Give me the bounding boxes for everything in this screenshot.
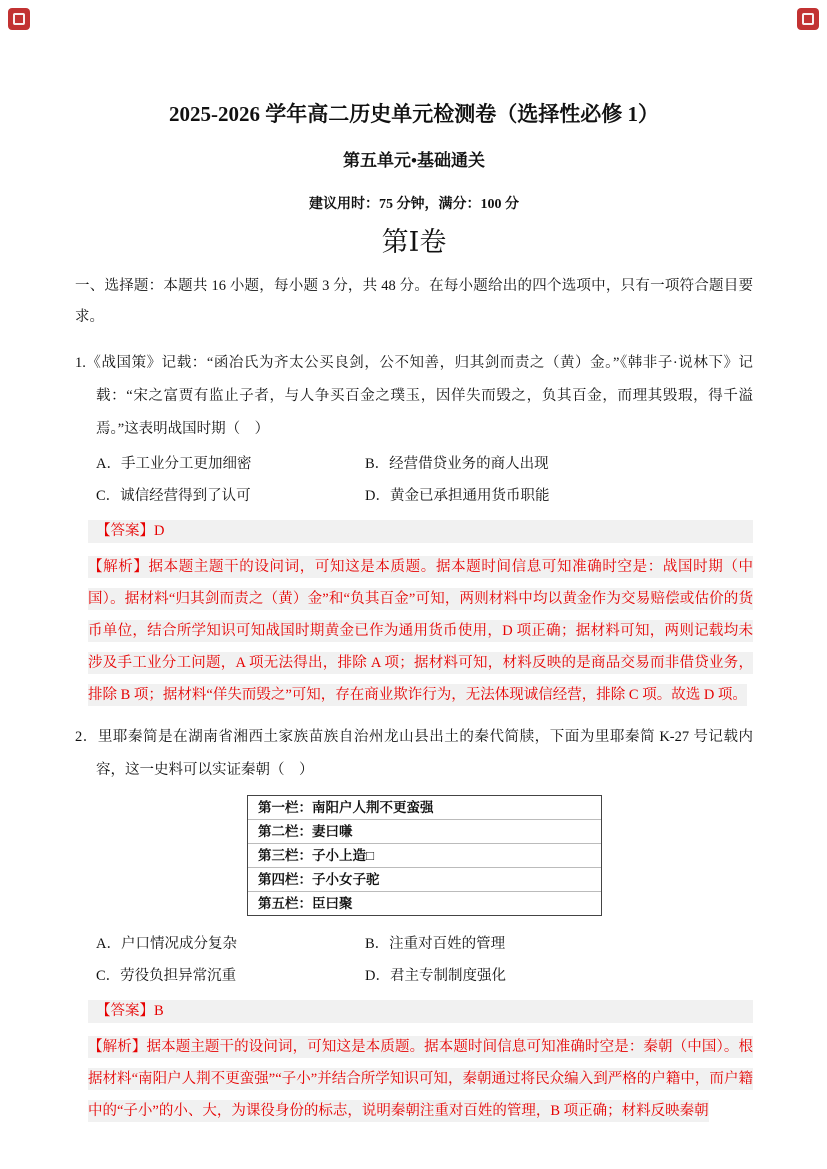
volume-heading: 第Ⅰ卷	[381, 227, 447, 257]
question-1-analysis: 【解析】据本题主题干的设问词，可知这是本质题。据本题时间信息可知准确时空是：战国时期（中国）。据材料“归其剑而责之（黄）金”和“负其百金”可知，两则材料中均以黄金作为交易赔偿或估价的货币单位，结合所学知识可知战国时期黄金已作为通用货币使用，D 项正确；据材料可知，两则记载均未涉及手工业分工问题，A 项无法得出，排除 A 项；据材料可知，材料反映的是商品交易而非借贷业务，排除 B 项；据材料“佯失而毁之”可知，存在商业欺诈行为，无法体现诚信经营，排除 C 项。故选 D 项。	[88, 551, 753, 711]
question-2-analysis: 【解析】据本题主题干的设问词，可知这是本质题。据本题时间信息可知准确时空是：秦朝（中国）。根据材料“南阳户人荆不更蛮强”“子小”并结合所学知识可知，秦朝通过将民众编入到严格的户籍中，而户籍中的“子小”的小、大，为课役身份的标志，说明秦朝注重对百姓的管理，B 项正确；材料反映秦朝	[88, 1031, 753, 1127]
section-intro: 一、选择题：本题共 16 小题，每小题 3 分，共 48 分。在每小题给出的四个选项中，只有一项符合题目要求。	[75, 278, 753, 325]
question-1	[75, 347, 753, 711]
option-row	[96, 928, 753, 960]
slip-table-row-4: 第四栏：子小女子驼	[248, 868, 601, 892]
question-1-option-c: C．诚信经营得到了认可	[96, 488, 251, 504]
question-2-answer-block	[88, 1000, 753, 1127]
question-1-answer: 【答案】D	[88, 520, 753, 543]
question-2-option-b: B．注重对百姓的管理	[365, 936, 506, 952]
option-row	[96, 480, 753, 512]
question-2-stem: 2．里耶秦简是在湖南省湘西土家族苗族自治州龙山县出土的秦代简牍，下面为里耶秦简 K-27 号记载内容，这一史料可以实证秦朝（ ）	[75, 729, 753, 778]
question-2-option-d: D．君主专制制度强化	[365, 968, 506, 984]
slip-table-row-5: 第五栏：臣曰聚	[258, 896, 353, 911]
brand-logo-icon	[8, 8, 30, 30]
question-1-stem: 1.《战国策》记载：“函冶氏为齐太公买良剑，公不知善，归其剑而责之（黄）金。”《韩非子·说林下》记载：“宋之富贾有监止子者，与人争买百金之璞玉，因佯失而毁之，负其百金，而理其毁瑕，得千溢焉。”这表明战国时期（ ）	[75, 355, 753, 437]
question-1-options	[96, 448, 753, 512]
slip-table-row-3: 第三栏：子小上造□	[248, 844, 601, 868]
brand-logo-icon	[797, 8, 819, 30]
question-2-options	[96, 928, 753, 992]
question-2-option-a: A．户口情况成分复杂	[96, 936, 237, 952]
liye-qin-slip-table	[247, 795, 602, 916]
question-2-option-c: C．劳役负担异常沉重	[96, 968, 237, 984]
page-title: 2025-2026 学年高二历史单元检测卷（选择性必修 1）	[169, 102, 659, 126]
slip-table-row-1: 第一栏：南阳户人荆不更蛮强	[248, 796, 601, 820]
option-row	[96, 960, 753, 992]
question-1-answer-block	[88, 520, 753, 711]
question-1-option-b: B．经营借贷业务的商人出现	[365, 456, 549, 472]
unit-subtitle: 第五单元•基础通关	[343, 151, 485, 170]
question-2	[75, 721, 753, 1127]
question-1-option-d: D．黄金已承担通用货币职能	[365, 488, 550, 504]
slip-table-row-2: 第二栏：妻曰嗛	[248, 820, 601, 844]
question-1-option-a: A．手工业分工更加细密	[96, 456, 252, 472]
option-row	[96, 448, 753, 480]
time-and-score-note: 建议用时：75 分钟，满分：100 分	[309, 197, 519, 212]
question-2-answer: 【答案】B	[88, 1000, 753, 1023]
